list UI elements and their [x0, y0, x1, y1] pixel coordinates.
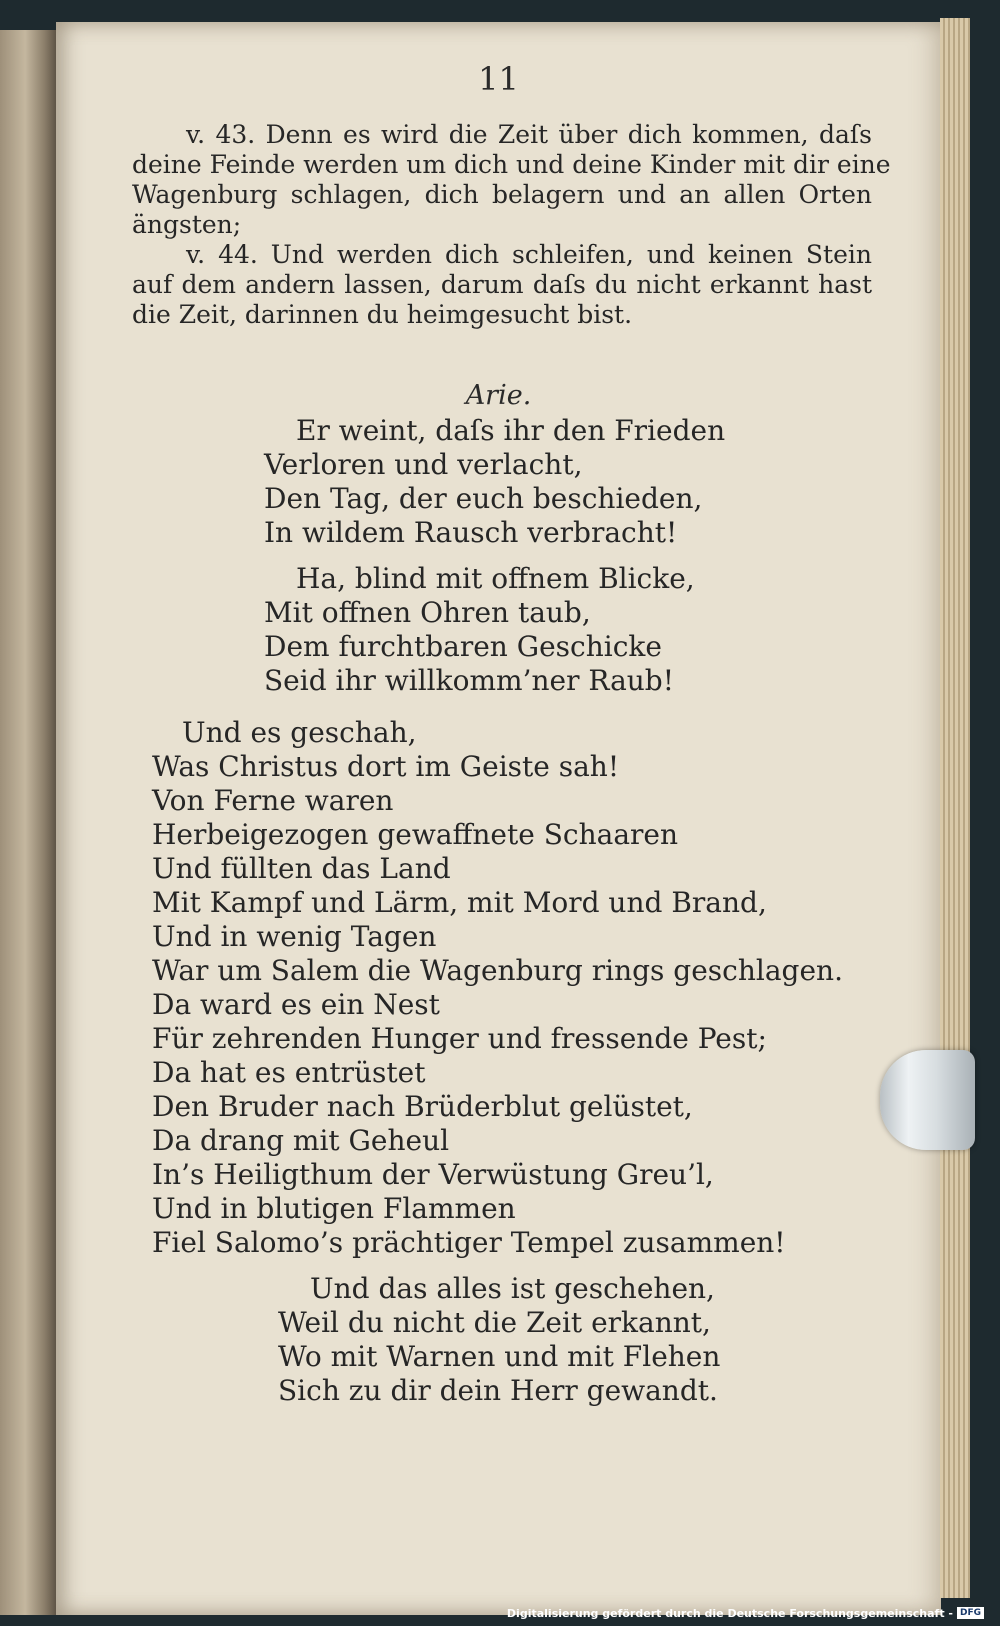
recitative-line: Was Christus dort im Geiste sah! — [152, 750, 620, 783]
closing-verse-line: Sich zu dir dein Herr gewandt. — [278, 1374, 718, 1407]
aria-verse-line: Mit offnen Ohren taub, — [264, 596, 591, 629]
recitative-line: Und in blutigen Flammen — [152, 1192, 516, 1225]
aria-verse-line: Den Tag, der euch beschieden, — [264, 482, 703, 515]
dfg-logo: DFG — [957, 1607, 984, 1619]
bible-verse-line: auf dem andern lassen, darum daſs du nicht erkannt hast — [132, 270, 872, 299]
page-edges — [940, 18, 970, 1598]
closing-verse-line: Und das alles ist geschehen, — [310, 1272, 715, 1305]
recitative-line: Herbeigezogen gewaffnete Schaaren — [152, 818, 678, 851]
bible-verse-line: deine Feinde werden um dich und deine Kinder mit dir eine — [132, 150, 891, 179]
recitative-line: Und in wenig Tagen — [152, 920, 437, 953]
recitative-line: In’s Heiligthum der Verwüstung Greu’l, — [152, 1158, 714, 1191]
bible-verse-line: die Zeit, darinnen du heimgesucht bist. — [132, 300, 633, 329]
recitative-line: Mit Kampf und Lärm, mit Mord und Brand, — [152, 886, 767, 919]
recitative-line: Da hat es entrüstet — [152, 1056, 426, 1089]
aria-verse-line: Seid ihr willkomm’ner Raub! — [264, 664, 674, 697]
page-clip — [880, 1050, 975, 1150]
footer-credit: Digitalisierung gefördert durch die Deutsche Forschungsgemeinschaft - — [506, 1606, 953, 1620]
recitative-line: Und füllten das Land — [152, 852, 451, 885]
page-content — [56, 22, 941, 1615]
digitization-footer — [507, 1603, 984, 1623]
recitative-line: Den Bruder nach Brüderblut gelüstet, — [152, 1090, 693, 1123]
bible-verse-line: ängsten; — [132, 210, 242, 239]
recitative-line: Da ward es ein Nest — [152, 988, 440, 1021]
recitative-line: Und es geschah, — [182, 716, 417, 749]
recitative-line: Fiel Salomo’s prächtiger Tempel zusammen! — [152, 1226, 786, 1259]
bible-verse-line: Wagenburg schlagen, dich belagern und an allen Orten — [132, 180, 872, 209]
bible-verse-line: v. 44. Und werden dich schleifen, und keinen Stein — [186, 240, 872, 269]
aria-verse-line: Dem furchtbaren Geschicke — [264, 630, 662, 663]
aria-heading: Arie. — [465, 380, 532, 411]
closing-verse-line: Wo mit Warnen und mit Flehen — [278, 1340, 721, 1373]
aria-verse-line: Ha, blind mit offnem Blicke, — [296, 562, 695, 595]
recitative-line: Für zehrenden Hunger und fressende Pest; — [152, 1022, 767, 1055]
aria-verse-line: In wildem Rausch verbracht! — [264, 516, 678, 549]
recitative-line: Von Ferne waren — [152, 784, 394, 817]
aria-verse-line: Er weint, daſs ihr den Frieden — [296, 414, 726, 447]
closing-verse-line: Weil du nicht die Zeit erkannt, — [278, 1306, 711, 1339]
recitative-line: Da drang mit Geheul — [152, 1124, 450, 1157]
book-page — [56, 22, 941, 1615]
page-number: 11 — [478, 60, 519, 98]
aria-verse-line: Verloren und verlacht, — [264, 448, 583, 481]
recitative-line: War um Salem die Wagenburg rings geschlagen. — [152, 954, 843, 987]
facing-page-edge — [0, 30, 56, 1615]
bible-verse-line: v. 43. Denn es wird die Zeit über dich kommen, daſs — [186, 120, 872, 149]
